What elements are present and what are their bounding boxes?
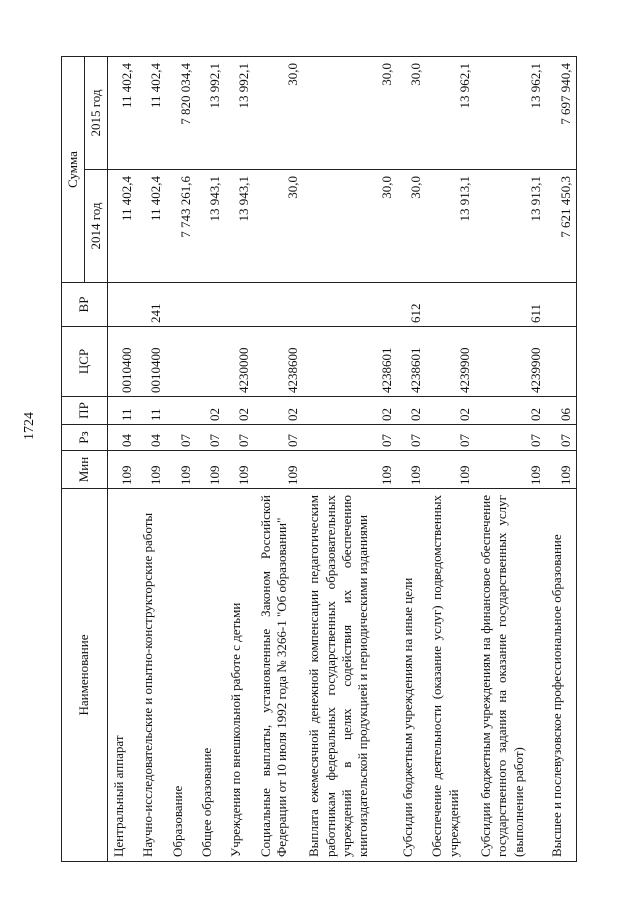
cell-y2014: 11 402,4 xyxy=(108,170,138,283)
header-name: Наименование xyxy=(62,489,108,862)
table-row xyxy=(475,57,546,862)
table-row xyxy=(196,57,225,862)
header-2014: 2014 год xyxy=(85,170,108,283)
header-2015: 2015 год xyxy=(85,57,108,170)
cell-y2014: 13 943,1 xyxy=(196,170,225,283)
cell-name: Общее образование xyxy=(196,489,225,862)
cell-pr: 02 xyxy=(426,397,475,425)
cell-vr: 241 xyxy=(137,283,166,327)
cell-y2015: 13 992,1 xyxy=(196,57,225,170)
cell-min: 109 xyxy=(397,451,426,489)
cell-min: 109 xyxy=(225,451,254,489)
cell-rz: 04 xyxy=(137,425,166,451)
cell-csr: 4238601 xyxy=(397,327,426,397)
table-row xyxy=(303,57,397,862)
cell-pr: 02 xyxy=(255,397,304,425)
page-number-text: 1724 xyxy=(22,412,37,440)
cell-min: 109 xyxy=(137,451,166,489)
cell-y2015: 7 697 940,4 xyxy=(546,57,576,170)
table-row xyxy=(255,57,304,862)
cell-min: 109 xyxy=(303,451,397,489)
cell-name: Образование xyxy=(167,489,196,862)
cell-name: Социальные выплаты, установленные Законом Российской Федерации от 10 июля 1992 года № 3266-1 "Об образовании" xyxy=(255,489,304,862)
cell-y2015: 30,0 xyxy=(397,57,426,170)
cell-min: 109 xyxy=(167,451,196,489)
cell-csr xyxy=(167,327,196,397)
cell-y2015: 13 962,1 xyxy=(475,57,546,170)
header-min: Мин xyxy=(62,451,108,489)
cell-csr xyxy=(546,327,576,397)
cell-rz: 07 xyxy=(255,425,304,451)
table-row xyxy=(137,57,166,862)
cell-rz: 07 xyxy=(196,425,225,451)
header-pr: ПР xyxy=(62,397,108,425)
cell-y2014: 30,0 xyxy=(303,170,397,283)
cell-y2015: 13 992,1 xyxy=(225,57,254,170)
page-number xyxy=(22,412,46,470)
cell-name: Субсидии бюджетным учреждениям на иные цели xyxy=(397,489,426,862)
cell-rz: 07 xyxy=(397,425,426,451)
header-sum: Сумма xyxy=(62,57,85,283)
cell-name: Центральный аппарат xyxy=(108,489,138,862)
cell-y2014: 7 621 450,3 xyxy=(546,170,576,283)
cell-min: 109 xyxy=(475,451,546,489)
budget-table-sheet xyxy=(61,57,577,862)
cell-rz: 04 xyxy=(108,425,138,451)
cell-vr xyxy=(546,283,576,327)
table-row xyxy=(397,57,426,862)
cell-pr: 06 xyxy=(546,397,576,425)
cell-y2014: 13 943,1 xyxy=(225,170,254,283)
table-row xyxy=(167,57,196,862)
cell-name: Высшее и послевузовское профессиональное образование xyxy=(546,489,576,862)
cell-pr: 11 xyxy=(137,397,166,425)
cell-rz: 07 xyxy=(303,425,397,451)
cell-y2014: 30,0 xyxy=(255,170,304,283)
table-row xyxy=(225,57,254,862)
table-row xyxy=(546,57,576,862)
cell-pr: 02 xyxy=(225,397,254,425)
table-header xyxy=(62,57,108,862)
cell-y2015: 30,0 xyxy=(255,57,304,170)
cell-min: 109 xyxy=(426,451,475,489)
cell-vr xyxy=(108,283,138,327)
cell-y2014: 13 913,1 xyxy=(426,170,475,283)
cell-rz: 07 xyxy=(225,425,254,451)
cell-y2014: 7 743 261,6 xyxy=(167,170,196,283)
cell-csr: 4239900 xyxy=(475,327,546,397)
table-row xyxy=(426,57,475,862)
cell-csr: 0010400 xyxy=(137,327,166,397)
cell-y2014: 11 402,4 xyxy=(137,170,166,283)
cell-y2015: 13 962,1 xyxy=(426,57,475,170)
cell-pr xyxy=(167,397,196,425)
cell-y2015: 11 402,4 xyxy=(137,57,166,170)
table-row xyxy=(108,57,138,862)
cell-vr xyxy=(426,283,475,327)
cell-y2015: 11 402,4 xyxy=(108,57,138,170)
cell-csr: 4230000 xyxy=(225,327,254,397)
cell-csr: 4238600 xyxy=(255,327,304,397)
header-vr: ВР xyxy=(62,283,108,327)
cell-csr: 4239900 xyxy=(426,327,475,397)
budget-table xyxy=(61,56,577,862)
cell-csr xyxy=(196,327,225,397)
header-csr: ЦСР xyxy=(62,327,108,397)
cell-min: 109 xyxy=(255,451,304,489)
cell-vr xyxy=(225,283,254,327)
cell-vr xyxy=(303,283,397,327)
cell-vr xyxy=(255,283,304,327)
cell-pr: 02 xyxy=(397,397,426,425)
cell-y2015: 30,0 xyxy=(303,57,397,170)
cell-rz: 07 xyxy=(167,425,196,451)
cell-pr: 02 xyxy=(475,397,546,425)
cell-rz: 07 xyxy=(426,425,475,451)
cell-pr: 11 xyxy=(108,397,138,425)
cell-pr: 02 xyxy=(303,397,397,425)
cell-name: Учреждения по внешкольной работе с детьми xyxy=(225,489,254,862)
cell-min: 109 xyxy=(546,451,576,489)
cell-rz: 07 xyxy=(475,425,546,451)
cell-min: 109 xyxy=(108,451,138,489)
cell-rz: 07 xyxy=(546,425,576,451)
header-rz: Рз xyxy=(62,425,108,451)
table-body xyxy=(108,57,577,862)
cell-name: Выплата ежемесячной денежной компенсации педагогическим работникам федеральных государственных образовательных учреждений в целях содействия их обеспечению книгоиздательской продукцией и периодическими изданиями xyxy=(303,489,397,862)
cell-pr: 02 xyxy=(196,397,225,425)
cell-vr xyxy=(196,283,225,327)
cell-csr: 0010400 xyxy=(108,327,138,397)
cell-vr: 611 xyxy=(475,283,546,327)
cell-name: Научно-исследовательские и опытно-конструкторские работы xyxy=(137,489,166,862)
cell-csr: 4238601 xyxy=(303,327,397,397)
cell-vr xyxy=(167,283,196,327)
cell-vr: 612 xyxy=(397,283,426,327)
cell-min: 109 xyxy=(196,451,225,489)
cell-y2014: 13 913,1 xyxy=(475,170,546,283)
cell-y2014: 30,0 xyxy=(397,170,426,283)
cell-name: Обеспечение деятельности (оказание услуг) подведомственных учреждений xyxy=(426,489,475,862)
cell-y2015: 7 820 034,4 xyxy=(167,57,196,170)
cell-name: Субсидии бюджетным учреждениям на финансовое обеспечение государственного задания на оказание государственных услуг (выполнение работ) xyxy=(475,489,546,862)
